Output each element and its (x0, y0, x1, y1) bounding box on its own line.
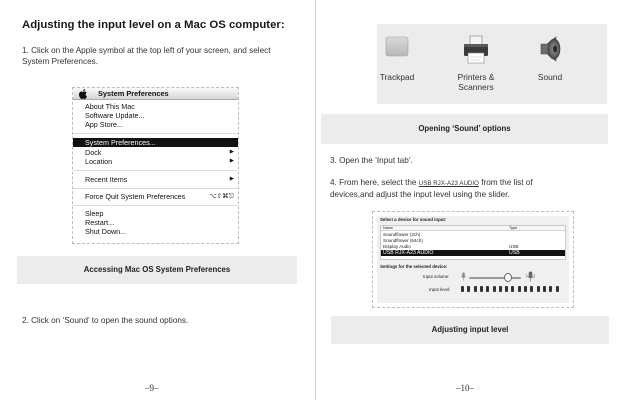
submenu-arrow-icon: ▶ (229, 176, 234, 182)
step-4-line-1 (330, 177, 600, 189)
menu-item-shut-down[interactable]: Shut Down... (85, 227, 127, 236)
printers-label: Printers & Scanners (457, 72, 495, 92)
level-segment (461, 286, 464, 292)
level-segment (499, 286, 502, 292)
step-2-text: 2. Click on ‘Sound’ to open the sound options. (22, 316, 189, 325)
device-name: USB RJX-A23 AUDIO (383, 250, 434, 256)
caption-box-bottom: Adjusting input level (331, 316, 609, 344)
level-segment (511, 286, 514, 292)
menu-item-dock-label: Dock (85, 148, 102, 157)
menu-bar-title: System Preferences (98, 89, 169, 98)
level-segment (549, 286, 552, 292)
level-segment (543, 286, 546, 292)
apple-menu-screenshot (72, 87, 239, 244)
menu-item-system-preferences[interactable]: System Preferences... (73, 138, 238, 147)
sound-input-panel (377, 216, 569, 303)
right-page (316, 0, 631, 400)
input-volume-slider-knob[interactable] (504, 273, 512, 282)
column-type-header[interactable]: Type (509, 226, 518, 230)
column-name-header[interactable]: Name (383, 226, 394, 230)
device-table-header (381, 226, 565, 231)
level-segment (467, 286, 470, 292)
speaker-icon (537, 35, 563, 63)
step-3-text: 3. Open the ‘Input tab’. (330, 156, 413, 165)
menu-item-app-store[interactable]: App Store... (85, 120, 123, 129)
menu-item-force-quit[interactable] (73, 192, 238, 201)
menu-item-sleep[interactable]: Sleep (85, 209, 104, 218)
input-level-label: Input level: (429, 287, 451, 292)
device-name: Soundflower (2ch) (383, 232, 421, 237)
level-segment (556, 286, 559, 292)
menu-item-dock[interactable] (73, 148, 238, 157)
level-segment (530, 286, 533, 292)
step-4-tail: from the list of (478, 178, 533, 187)
menu-bar (73, 88, 238, 100)
keyboard-shortcut: ⌥⇧⌘⎋ (209, 193, 234, 200)
menu-item-recent-items[interactable] (73, 175, 238, 184)
input-volume-label: Input volume: (423, 274, 450, 279)
menu-item-force-quit-label: Force Quit System Preferences (85, 192, 186, 201)
device-type: USB (509, 244, 519, 249)
menu-separator (73, 205, 238, 206)
menu-item-recent-items-label: Recent Items (85, 175, 128, 184)
settings-label: Settings for the selected device: (380, 264, 448, 269)
left-page (0, 0, 315, 400)
menu-separator (73, 133, 238, 134)
step-1-text: 1. Click on the Apple symbol at the top left of your screen, and select System Preferences. (22, 46, 271, 66)
system-preferences-icons (377, 24, 607, 104)
device-name: Soundflower (64ch) (383, 238, 423, 243)
device-name: Display Audio (383, 244, 411, 249)
page-number: –9– (145, 383, 159, 393)
apple-logo-icon[interactable] (78, 89, 88, 99)
sound-pref[interactable] (537, 35, 563, 63)
level-segment (524, 286, 527, 292)
input-volume-slider-track[interactable] (469, 277, 521, 279)
caption-box-top: Opening ‘Sound’ options (321, 114, 608, 144)
caption-box: Accessing Mac OS System Preferences (17, 256, 297, 284)
level-segment (505, 286, 508, 292)
menu-item-software-update[interactable]: Software Update... (85, 111, 145, 120)
printer-icon (462, 35, 490, 65)
trackpad-label: Trackpad (379, 72, 415, 82)
microphone-low-icon (461, 272, 466, 281)
sound-input-title: Select a device for sound input: (380, 217, 447, 222)
level-segment (493, 286, 496, 292)
page-heading: Adjusting the input level on a Mac OS computer: (22, 19, 285, 31)
step-4-text (330, 177, 600, 200)
device-type: USB (509, 250, 520, 256)
menu-item-location[interactable] (73, 157, 238, 166)
submenu-arrow-icon: ▶ (229, 158, 234, 164)
level-segment (486, 286, 489, 292)
device-name-inline: USB RJX-A23 AUDIO (418, 180, 479, 187)
level-segment (518, 286, 521, 292)
menu-item-restart[interactable]: Restart... (85, 218, 115, 227)
menu-item-about[interactable]: About This Mac (85, 102, 135, 111)
step-4-line-2: devices,and adjust the input level using the slider. (330, 190, 510, 199)
trackpad-icon (385, 35, 409, 59)
menu-separator (73, 188, 238, 189)
microphone-high-icon (526, 271, 535, 282)
step-4-intro: 4. From here, select the (330, 178, 419, 187)
printers-pref[interactable] (462, 35, 490, 65)
submenu-arrow-icon: ▶ (229, 149, 234, 155)
sound-input-screenshot (372, 211, 574, 308)
level-segment (537, 286, 540, 292)
level-segment (474, 286, 477, 292)
level-segment (480, 286, 483, 292)
trackpad-pref[interactable] (385, 35, 409, 59)
device-row-selected[interactable] (381, 250, 565, 256)
device-table (380, 225, 566, 260)
menu-separator (73, 170, 238, 171)
page-number: –10– (456, 383, 474, 393)
menu-item-location-label: Location (85, 157, 113, 166)
sound-label: Sound (537, 72, 563, 82)
